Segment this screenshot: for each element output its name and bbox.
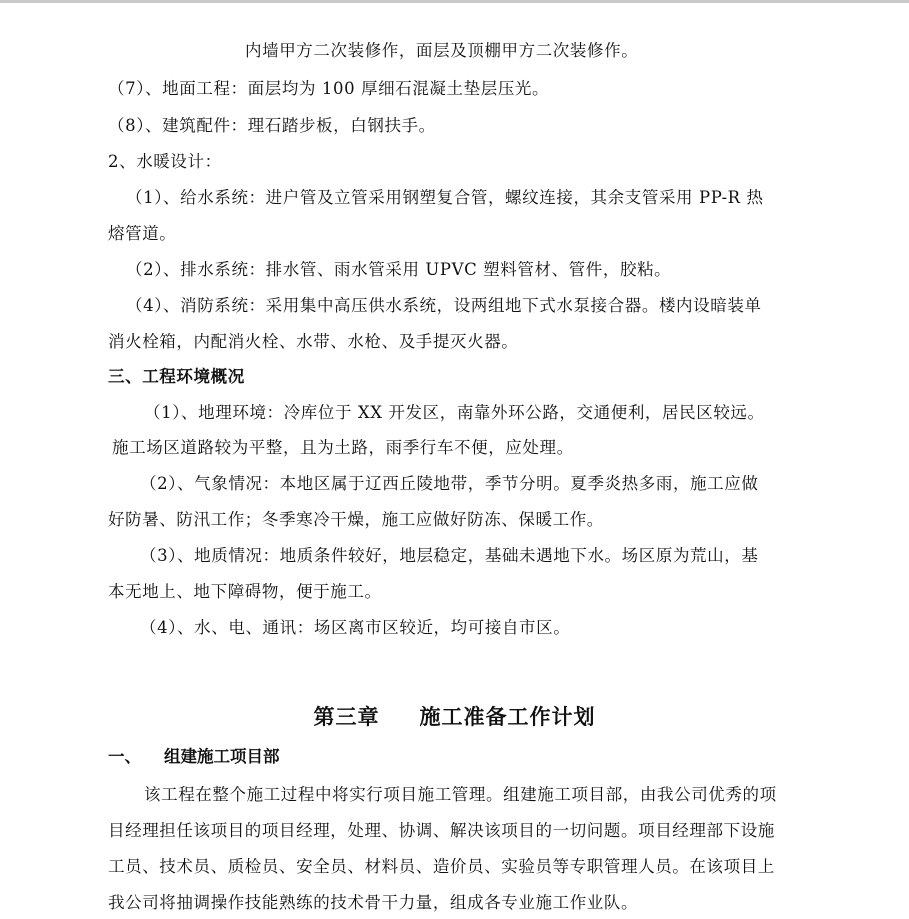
section-number: 一、 — [108, 747, 141, 766]
text-line: 消火栓箱，内配消火栓、水带、水枪、及手提灭火器。 — [108, 332, 519, 351]
text-line: （3）、地质情况：地质条件较好，地层稳定，基础未遇地下水。场区原为荒山，基 — [140, 546, 759, 565]
text-line: （4）、水、电、通讯：场区离市区较近，均可接自市区。 — [140, 618, 571, 637]
text-line: 施工场区道路较为平整，且为土路，雨季行车不便，应处理。 — [112, 438, 574, 457]
text-line: （4）、消防系统：采用集中高压供水系统，设两组地下式水泵接合器。楼内设暗装单 — [126, 296, 762, 315]
text-line: 熔管道。 — [108, 224, 177, 243]
page-top-border — [0, 0, 909, 3]
text-line: 我公司将抽调操作技能熟练的技术骨干力量，组成各专业施工作业队。 — [108, 893, 639, 912]
text-line: 本无地上、地下障碍物，便于施工。 — [108, 582, 382, 601]
text-line: （1）、给水系统：进户管及立管采用钢塑复合管，螺纹连接，其余支管采用 PP-R 热 — [126, 188, 764, 207]
text-line: （8）、建筑配件：理石踏步板，白钢扶手。 — [108, 116, 436, 135]
text-line: 2、水暖设计： — [108, 152, 222, 171]
text-line: 好防暑、防汛工作；冬季寒冷干燥，施工应做好防冻、保暖工作。 — [108, 510, 604, 529]
chapter-name: 施工准备工作计划 — [419, 705, 596, 729]
text-line: （2）、排水系统：排水管、雨水管采用 UPVC 塑料管材、管件，胶粘。 — [126, 260, 672, 279]
section-title: 组建施工项目部 — [164, 747, 280, 766]
text-line: 目经理担任该项目的项目经理，处理、协调、解决该项目的一切问题。项目经理部下设施 — [108, 821, 775, 840]
text-line: 工员、技术员、质检员、安全员、材料员、造价员、实验员等专职管理人员。在该项目上 — [108, 857, 775, 876]
text-line: （1）、地理环境：冷库位于 XX 开发区，南靠外环公路，交通便利，居民区较远。 — [144, 403, 765, 422]
text-line: （7）、地面工程：面层均为 100 厚细石混凝土垫层压光。 — [108, 79, 550, 98]
section-heading: 三、工程环境概况 — [108, 367, 245, 386]
text-line: 该工程在整个施工过程中将实行项目施工管理。组建施工项目部，由我公司优秀的项 — [144, 785, 777, 804]
text-line: 内墙甲方二次装修作，面层及顶棚甲方二次装修作。 — [245, 41, 639, 60]
section-heading — [108, 746, 280, 768]
chapter-title — [0, 703, 909, 731]
chapter-number: 第三章 — [313, 705, 380, 729]
text-line: （2）、气象情况：本地区属于辽西丘陵地带，季节分明。夏季炎热多雨，施工应做 — [140, 474, 759, 493]
